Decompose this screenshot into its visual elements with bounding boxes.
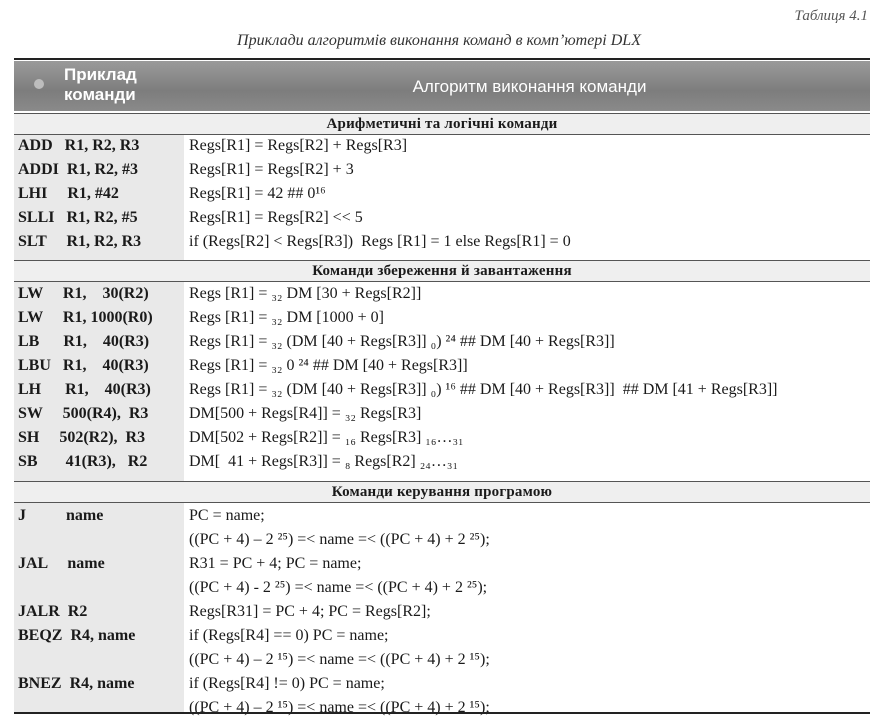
row-example: SB 41(R3), R2 [18,453,148,470]
row-algorithm: Regs[R1] = Regs[R2] << 5 [189,209,363,226]
row-example: SLLI R1, R2, #5 [18,209,138,226]
row-algorithm-line2: ((PC + 4) – 2 ¹⁵) =< name =< ((PC + 4) + 2 ¹⁵); [189,699,490,716]
row-algorithm: PC = name; [189,507,265,524]
table-bottom-rule [14,712,870,714]
row-example: LW R1, 30(R2) [18,285,149,302]
section-title-load-store: Команди збереження й завантаження [14,260,870,282]
row-algorithm: Regs [R1] = ₃₂ DM [30 + Regs[R2]] [189,285,422,302]
row-algorithm: DM[502 + Regs[R2]] = ₁₆ Regs[R3] ₁₆…₃₁ [189,429,464,446]
table-top-rule [14,58,870,60]
row-example: ADD R1, R2, R3 [18,137,140,154]
row-example: LW R1, 1000(R0) [18,309,153,326]
table-number: Таблиця 4.1 [794,8,868,24]
row-example: J name [18,507,104,524]
row-example: LHI R1, #42 [18,185,119,202]
row-algorithm-line2: ((PC + 4) – 2 ²⁵) =< name =< ((PC + 4) + 2 ²⁵); [189,531,490,548]
row-algorithm: if (Regs[R4] == 0) PC = name; [189,627,389,644]
header-col-example: Приклад команди [64,65,137,104]
row-algorithm: R31 = PC + 4; PC = name; [189,555,362,572]
row-example: LB R1, 40(R3) [18,333,150,350]
row-algorithm: Regs [R1] = ₃₂ DM [1000 + 0] [189,309,384,326]
row-example: SLT R1, R2, R3 [18,233,142,250]
row-example: BEQZ R4, name [18,627,136,644]
row-algorithm-line2: ((PC + 4) – 2 ¹⁵) =< name =< ((PC + 4) + 2 ¹⁵); [189,651,490,668]
row-example: JALR R2 [18,603,88,620]
row-algorithm: Regs[R1] = Regs[R2] + 3 [189,161,354,178]
table-header [14,61,870,111]
row-example: JAL name [18,555,105,572]
row-algorithm: Regs[R31] = PC + 4; PC = Regs[R2]; [189,603,431,620]
row-example: BNEZ R4, name [18,675,135,692]
row-example: SW 500(R4), R3 [18,405,149,422]
section-title-arith: Арифметичні та логічні команди [14,113,870,135]
row-algorithm: if (Regs[R4] != 0) PC = name; [189,675,385,692]
table-caption: Приклади алгоритмів виконання команд в комп’ютері DLX [237,32,641,49]
header-col-algorithm: Алгоритм виконання команди [412,77,647,96]
section-title-control: Команди керування програмою [14,481,870,503]
row-algorithm: DM[500 + Regs[R4]] = ₃₂ Regs[R3] [189,405,422,422]
row-example: LBU R1, 40(R3) [18,357,149,374]
row-algorithm: Regs[R1] = Regs[R2] + Regs[R3] [189,137,408,154]
row-example: LH R1, 40(R3) [18,381,151,398]
row-algorithm: DM[ 41 + Regs[R3]] = ₈ Regs[R2] ₂₄…₃₁ [189,453,459,470]
row-example: ADDI R1, R2, #3 [18,161,138,178]
row-algorithm: Regs [R1] = ₃₂ 0 ²⁴ ## DM [40 + Regs[R3]] [189,357,468,374]
row-algorithm: Regs [R1] = ₃₂ (DM [40 + Regs[R3]] ₀) ¹⁶ ## DM [40 + Regs[R3]] ## DM [41 + Regs[R3]] [189,381,778,398]
row-algorithm: if (Regs[R2] < Regs[R3]) Regs [R1] = 1 else Regs[R1] = 0 [189,233,571,250]
header-bullet-icon [34,79,44,89]
row-algorithm: Regs[R1] = 42 ## 0¹⁶ [189,185,326,202]
row-algorithm-line2: ((PC + 4) - 2 ²⁵) =< name =< ((PC + 4) + 2 ²⁵); [189,579,488,596]
row-example: SH 502(R2), R3 [18,429,146,446]
row-algorithm: Regs [R1] = ₃₂ (DM [40 + Regs[R3]] ₀) ²⁴ ## DM [40 + Regs[R3]] [189,333,615,350]
